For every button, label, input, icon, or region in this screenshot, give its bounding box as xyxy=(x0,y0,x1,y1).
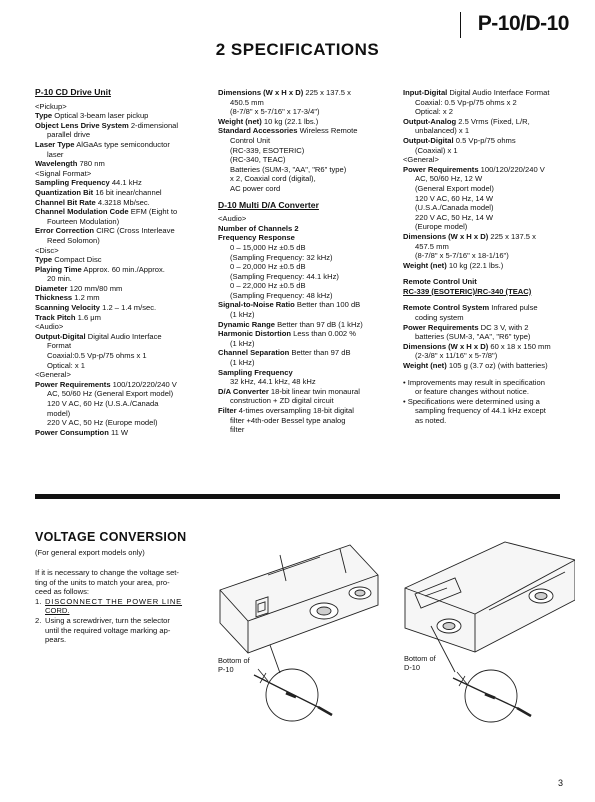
spec-line: <Disc> xyxy=(35,245,59,255)
spec-line: Remote Control Unit xyxy=(403,277,477,287)
spec-line: <Audio> xyxy=(218,214,247,224)
spec-key: Diameter xyxy=(35,283,68,293)
spec-line xyxy=(35,159,215,169)
intro-line: ceed as follows: xyxy=(35,587,90,597)
spec-line xyxy=(403,88,563,98)
spec-value: 44.1 kHz xyxy=(109,178,142,188)
spec-line: Reed Solomon) xyxy=(47,235,100,245)
spec-line: x 2, Coaxial cord (digital), xyxy=(230,174,316,184)
spec-key: Sampling Frequency xyxy=(35,178,110,188)
model-name: P-10/D-10 xyxy=(477,12,569,35)
spec-line: 20 min. xyxy=(47,274,72,284)
spec-line: 457.5 mm xyxy=(415,241,449,251)
spec-key: Playing Time xyxy=(35,264,82,274)
spec-key: Type xyxy=(35,255,53,265)
spec-line: Frequency Response xyxy=(218,233,295,243)
spacer xyxy=(403,371,563,378)
spec-key: Wavelength xyxy=(35,159,78,169)
spec-line xyxy=(35,380,215,390)
spec-line xyxy=(403,323,563,333)
spec-key: Weight (net) xyxy=(218,116,262,126)
spec-key: Object Lens Drive System xyxy=(35,120,129,130)
spec-value: 11 W xyxy=(108,427,129,437)
spec-line xyxy=(218,406,404,416)
spec-line: filter +4th-oder Bessel type analog xyxy=(230,415,346,425)
spec-key: Dimensions (W x H x D) xyxy=(403,231,489,241)
spec-line xyxy=(218,88,404,98)
spec-line xyxy=(35,121,215,131)
spec-value: Less than 0.002 % xyxy=(291,329,357,339)
spec-line: Optical: x 2 xyxy=(415,107,453,117)
spec-line: Coaxial:0.5 Vp-p/75 ohms x 1 xyxy=(47,351,147,361)
spec-line xyxy=(35,255,215,265)
spec-line: (1 kHz) xyxy=(230,310,255,320)
spec-line: Control Unit xyxy=(230,135,271,145)
spec-line: <General> xyxy=(403,155,439,165)
spec-line: 120 V AC, 60 Hz, 14 W xyxy=(415,193,494,203)
spec-line xyxy=(35,265,215,275)
spec-line xyxy=(403,117,563,127)
spec-value: Optical 3-beam laser pickup xyxy=(52,111,149,121)
section-heading: P-10 CD Drive Unit xyxy=(35,87,111,97)
step-2-text: pears. xyxy=(45,635,67,645)
spec-line: Format xyxy=(47,341,72,351)
spec-column-d10 xyxy=(218,88,404,435)
p10-label-line: P-10 xyxy=(218,665,234,674)
spec-value: 2-dimensional xyxy=(128,120,179,130)
spec-key: Output-Digital xyxy=(403,135,454,145)
spec-key: Power Requirements xyxy=(403,164,479,174)
spec-line: (General Export model) xyxy=(415,183,494,193)
spec-key: Power Requirements xyxy=(35,379,111,389)
spec-line: (8-7/8" x 5-7/16" x 17-3/4") xyxy=(230,107,320,117)
spec-line: 32 kHz, 44.1 kHz, 48 kHz xyxy=(230,377,316,387)
spec-line: <Audio> xyxy=(35,322,64,332)
spec-value: 100/120/220/240 V xyxy=(478,164,545,174)
spec-line: 0 – 22,000 Hz ±0.5 dB xyxy=(230,281,306,291)
spec-key: Power Consumption xyxy=(35,427,109,437)
spec-line xyxy=(218,320,404,330)
step-1-text: CORD. xyxy=(45,606,70,616)
spec-line: Coaxial: 0.5 Vp-p/75 ohms x 2 xyxy=(415,97,517,107)
spec-line: (Sampling Frequency: 32 kHz) xyxy=(230,252,333,262)
spec-line: 450.5 mm xyxy=(230,97,264,107)
spec-line xyxy=(218,329,404,339)
spec-key: Track Pitch xyxy=(35,312,76,322)
spec-key: Dimensions (W x H x D) xyxy=(403,341,489,351)
spec-key: Output-Digital xyxy=(35,331,86,341)
spec-key: Weight (net) xyxy=(403,361,447,371)
spec-line: 220 V AC, 50 Hz, 14 W xyxy=(415,212,494,222)
spec-line: batteries (SUM-3, "AA", "R6" type) xyxy=(415,332,531,342)
spec-value: 18-bit linear twin monaural xyxy=(268,386,360,396)
d10-label-line: D-10 xyxy=(404,663,421,672)
spec-column-p10 xyxy=(35,88,215,437)
spec-line: <Pickup> xyxy=(35,101,67,111)
spec-value: 4-times oversampling 18-bit digital xyxy=(236,406,354,415)
spec-value: Wireless Remote xyxy=(297,126,358,136)
spec-line: • Specifications were determined using a xyxy=(403,396,540,406)
spec-key: Quantization Bit xyxy=(35,187,94,197)
spec-line: <Signal Format> xyxy=(35,168,92,178)
spec-line: 0 – 20,000 Hz ±0.5 dB xyxy=(230,262,306,272)
page-title: 2 SPECIFICATIONS xyxy=(215,40,380,59)
spec-line: (RC-339, ESOTERIC) xyxy=(230,145,305,155)
spec-value: Better than 97 dB xyxy=(289,348,351,358)
spec-line xyxy=(35,111,215,121)
spec-value: 10 kg (22.1 lbs.) xyxy=(261,116,319,126)
spec-line xyxy=(403,342,563,352)
spec-value: Infrared pulse xyxy=(489,303,538,313)
spec-line xyxy=(35,332,215,342)
step-2-number: 2. xyxy=(35,615,42,625)
spec-line: Optical: x 1 xyxy=(47,360,85,370)
spec-line: or feature changes without notice. xyxy=(415,387,529,397)
spec-line: <General> xyxy=(35,370,71,380)
spec-line xyxy=(35,207,215,217)
spec-line xyxy=(218,117,404,127)
spec-value: EFM (Eight to xyxy=(128,207,178,217)
section-heading: D-10 Multi D/A Converter xyxy=(218,199,319,210)
spec-value: 1.2 – 1.4 m/sec. xyxy=(100,303,157,313)
spec-value: Compact Disc xyxy=(52,255,102,265)
spec-line xyxy=(403,261,563,271)
spec-value: 2.5 Vrms (Fixed, L/R, xyxy=(456,116,530,126)
spec-line: (Sampling Frequency: 48 kHz) xyxy=(230,290,333,300)
spec-value: 780 nm xyxy=(77,159,105,169)
spec-key: Filter xyxy=(218,406,237,415)
spec-line: Fourteen Modulation) xyxy=(47,216,120,226)
spec-line xyxy=(35,303,215,313)
spec-value: Digital Audio Interface xyxy=(85,331,162,341)
spec-line xyxy=(403,165,563,175)
spec-value: CIRC (Cross Interleave xyxy=(94,226,175,236)
page-number: 3 xyxy=(557,778,563,788)
spec-line xyxy=(218,300,404,310)
spec-value: 225 x 137.5 x xyxy=(303,88,351,97)
spec-line: filter xyxy=(230,425,245,435)
d10-figure-label xyxy=(404,654,436,672)
spec-value: Better than 100 dB xyxy=(294,300,361,310)
spec-key: Channel Modulation Code xyxy=(35,207,129,217)
spec-line: (Europe model) xyxy=(415,222,468,232)
p10-label-line: Bottom of xyxy=(218,656,250,665)
spacer xyxy=(403,270,563,277)
spec-line xyxy=(35,188,215,198)
spec-key: Channel Bit Rate xyxy=(35,197,96,207)
spec-line: as noted. xyxy=(415,416,447,425)
spec-line: 0 – 15,000 Hz ±0.5 dB xyxy=(230,242,306,252)
spec-value: 105 g (3.7 oz) (with batteries) xyxy=(446,361,548,371)
spec-key: Error Correction xyxy=(35,226,95,236)
spec-line: AC power cord xyxy=(230,183,281,193)
spec-line: Sampling Frequency xyxy=(218,367,293,377)
spec-key: Harmonic Distortion xyxy=(218,329,291,339)
spec-key: Power Requirements xyxy=(403,322,479,332)
spec-line: 120 V AC, 60 Hz (U.S.A./Canada xyxy=(47,399,159,408)
step-2 xyxy=(35,616,195,645)
spec-key: Scanning Velocity xyxy=(35,303,100,313)
step-1-text: DISCONNECT THE POWER LINE xyxy=(45,596,183,606)
header-rule xyxy=(460,12,461,38)
spec-line xyxy=(403,361,563,371)
spec-line: (Coaxial) x 1 xyxy=(415,145,458,155)
spec-line: sampling frequency of 44.1 kHz except xyxy=(415,406,546,416)
spec-value: Better than 97 dB (1 kHz) xyxy=(274,319,363,329)
spec-value: 120 mm/80 mm xyxy=(67,283,123,293)
spec-value: 60 x 18 x 150 mm xyxy=(488,341,551,351)
intro-line: ting of the units to match your area, pro- xyxy=(35,577,170,587)
spec-key: Standard Accessories xyxy=(218,126,298,136)
spec-line xyxy=(35,313,215,323)
spec-key: Output-Analog xyxy=(403,116,457,126)
spec-key: D/A Converter xyxy=(218,386,269,396)
spec-line: (Sampling Frequency: 44.1 kHz) xyxy=(230,271,339,281)
voltage-conversion-body xyxy=(35,568,195,645)
spec-line: Number of Channels 2 xyxy=(218,223,299,233)
p10-bottom-illustration xyxy=(200,535,380,735)
spec-value: 225 x 137.5 x xyxy=(488,231,536,241)
spec-line xyxy=(218,348,404,358)
spec-key: Channel Separation xyxy=(218,348,290,358)
spec-line: parallel drive xyxy=(47,130,91,140)
spec-value: 0.5 Vp-p/75 ohms xyxy=(453,135,516,145)
voltage-conversion-title: VOLTAGE CONVERSION xyxy=(35,530,187,544)
p10-figure-label xyxy=(218,656,250,674)
step-2-text: Using a screwdriver, turn the selector xyxy=(45,615,170,625)
voltage-conversion-subtitle: (For general export models only) xyxy=(35,548,145,557)
spec-line xyxy=(35,293,215,303)
spec-line xyxy=(35,284,215,294)
spec-line xyxy=(35,226,215,236)
spec-key: Dimensions (W x H x D) xyxy=(218,88,304,97)
spec-key: Weight (net) xyxy=(403,260,447,270)
spec-value: Approx. 60 min./Approx. xyxy=(81,264,165,274)
spec-line: construction + ZD digital circuit xyxy=(230,396,334,406)
spec-key: Thickness xyxy=(35,293,73,303)
spec-line: AC, 50/60 Hz (General Export model) xyxy=(47,389,174,399)
spec-line xyxy=(35,428,215,438)
spec-key: Laser Type xyxy=(35,139,75,149)
spec-line: (8-7/8" x 5-7/16" x 18-1/16") xyxy=(415,251,509,261)
spec-line xyxy=(403,303,563,313)
spec-line xyxy=(218,126,404,136)
spec-key: Type xyxy=(35,111,53,121)
spec-line: laser xyxy=(47,149,64,159)
spec-line: (1 kHz) xyxy=(230,338,255,348)
d10-label-line: Bottom of xyxy=(404,654,436,663)
spec-line xyxy=(35,178,215,188)
spec-key: Remote Control System xyxy=(403,303,490,313)
step-2-text: until the required voltage marking ap- xyxy=(45,625,171,635)
spec-value: Digital Audio Interface Format xyxy=(447,88,550,97)
spec-value: AlGaAs type semiconductor xyxy=(74,139,170,149)
spec-value: 1.6 μm xyxy=(75,312,102,322)
spec-value: 100/120/220/240 V xyxy=(110,379,177,389)
spec-column-d10-cont xyxy=(403,88,563,426)
step-1-number: 1. xyxy=(35,596,42,606)
spec-line: unbalanced) x 1 xyxy=(415,126,470,136)
spec-line xyxy=(403,136,563,146)
spec-line xyxy=(403,232,563,242)
spec-line: model) xyxy=(47,408,71,418)
spec-key: Signal-to-Noise Ratio xyxy=(218,300,295,310)
spec-value: DC 3 V, with 2 xyxy=(478,322,529,332)
spec-value: 1.2 mm xyxy=(72,293,100,303)
spec-line: AC, 50/60 Hz, 12 W xyxy=(415,174,483,184)
spec-line: RC-339 (ESOTERIC)/RC-340 (TEAC) xyxy=(403,286,532,296)
spec-line: 220 V AC, 50 Hz (Europe model) xyxy=(47,418,158,428)
spec-line xyxy=(35,198,215,208)
spec-line: (U.S.A./Canada model) xyxy=(415,203,494,213)
spec-line: (1 kHz) xyxy=(230,358,255,368)
spec-key: Dynamic Range xyxy=(218,319,275,329)
spec-line: • Improvements may result in specification xyxy=(403,377,545,387)
d10-bottom-illustration xyxy=(395,530,575,735)
spec-line xyxy=(218,387,404,397)
spec-line: Batteries (SUM-3, "AA", "R6" type) xyxy=(230,164,347,174)
spec-value: 16 bit inear/channel xyxy=(93,187,162,197)
spacer xyxy=(403,296,563,303)
spec-value: 4.3218 Mb/sec. xyxy=(95,197,150,207)
spec-value: 10 kg (22.1 lbs.) xyxy=(446,260,504,270)
intro-line: If it is necessary to change the voltage set- xyxy=(35,568,179,577)
spec-line: coding system xyxy=(415,313,464,323)
spec-key: Input-Digital xyxy=(403,88,448,97)
section-divider xyxy=(35,494,560,499)
spec-line xyxy=(35,140,215,150)
spec-line: (RC-340, TEAC) xyxy=(230,155,286,165)
spec-line: (2-3/8" x 11/16" x 5-7/8") xyxy=(415,351,498,361)
step-1 xyxy=(35,597,195,616)
